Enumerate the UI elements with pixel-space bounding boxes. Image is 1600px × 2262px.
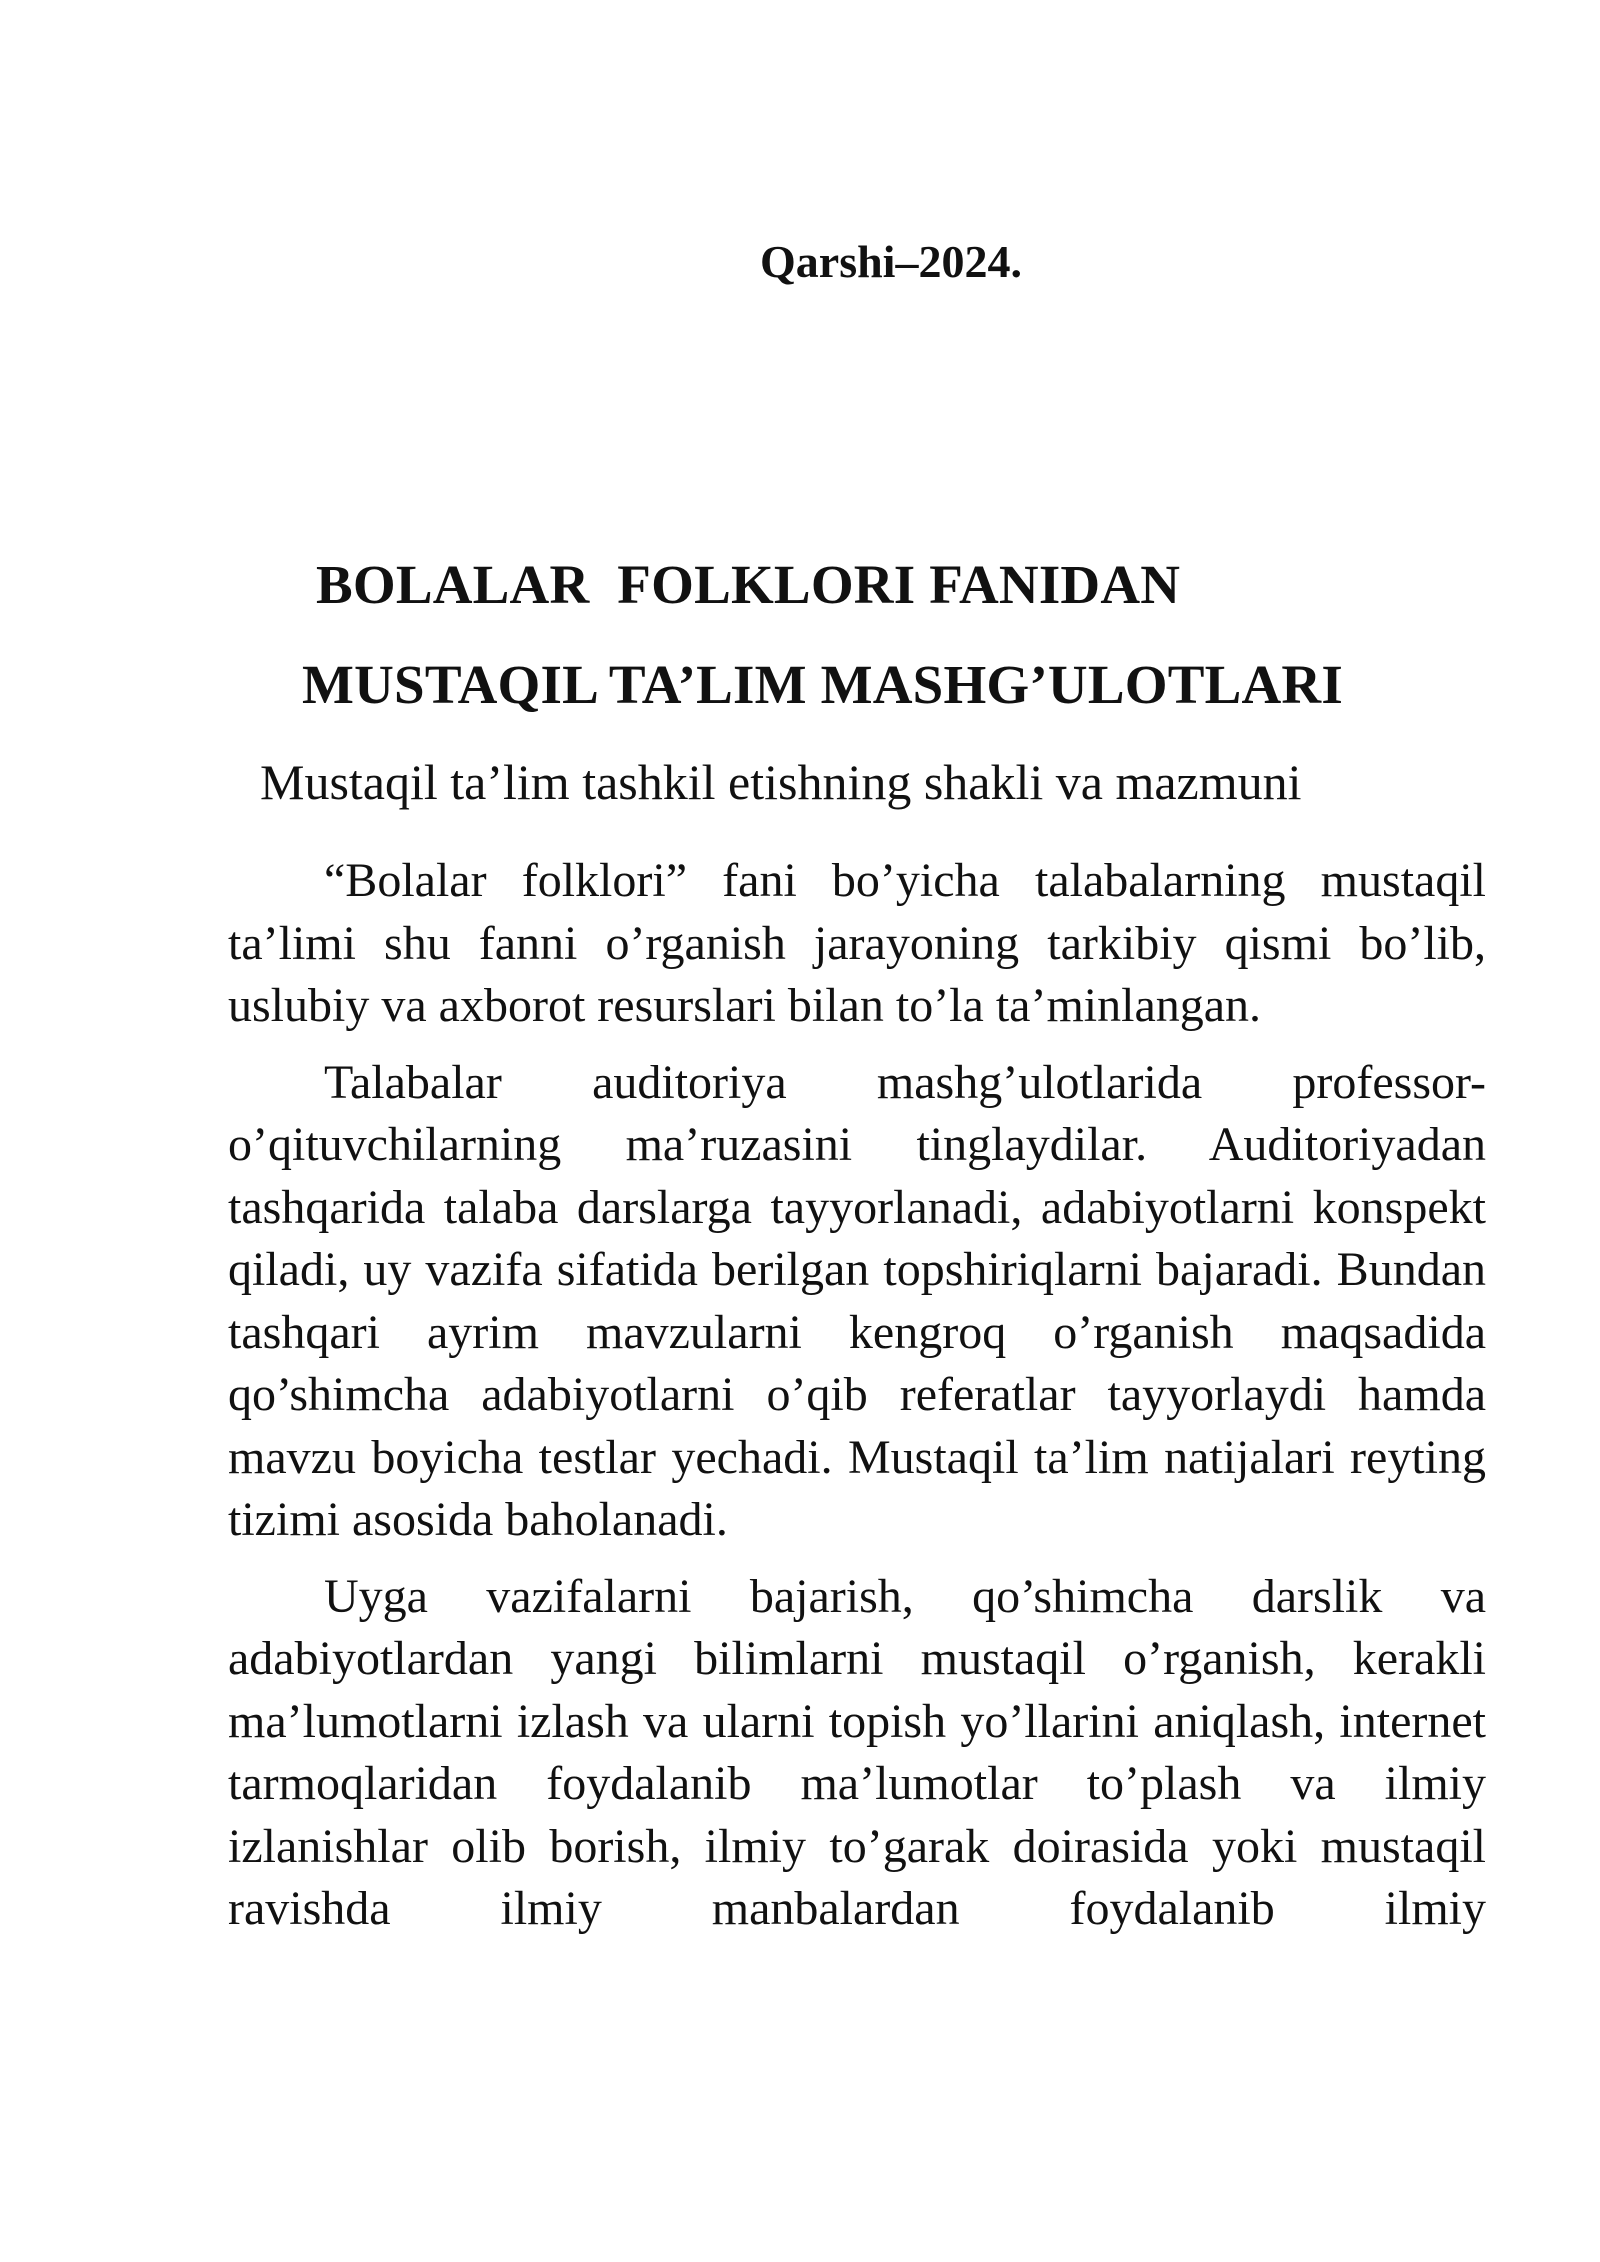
place-year: Qarshi–2024. [760, 236, 1022, 287]
paragraph: Uyga vazifalarni bajarish, qo’shimcha darslik va adabiyotlardan yangi bilimlarni mustaqil o’rganish, kerakli ma’lumotlarni izlash va ularni topish yo’llarini aniqlash, internet tarmoqlaridan foydalanib ma’lumotlar to’plash va ilmiy izlanishlar olib borish, ilmiy to’garak doirasida yoki mustaqil ravishda ilmiy manbalardan foydalanib ilmiy [228, 1569, 1486, 1935]
title-line-1: BOLALAR FOLKLORI FANIDAN [316, 554, 1181, 615]
paragraph: “Bolalar folklori” fani bo’yicha talabalarning mustaqil ta’limi shu fanni o’rganish jarayoning tarkibiy qismi bo’lib, uslubiy va axborot resurslari bilan to’la ta’minlangan. [228, 854, 1486, 1032]
section-subtitle: Mustaqil ta’lim tashkil etishning shakli va mazmuni [260, 754, 1302, 810]
body-text [228, 850, 1486, 1955]
title-line-2: MUSTAQIL TA’LIM MASHG’ULOTLARI [302, 654, 1343, 715]
paragraph: Talabalar auditoriya mashg’ulotlarida professor-o’qituvchilarning ma’ruzasini tinglaydilar. Auditoriyadan tashqarida talaba darslarga tayyorlanadi, adabiyotlarni konspekt qiladi, uy vazifa sifatida berilgan topshiriqlarni bajaradi. Bundan tashqari ayrim mavzularni kengroq o’rganish maqsadida qo’shimcha adabiyotlarni o’qib referatlar tayyorlaydi hamda mavzu boyicha testlar yechadi. Mustaqil ta’lim natijalari reyting tizimi asosida baholanadi. [228, 1055, 1486, 1546]
